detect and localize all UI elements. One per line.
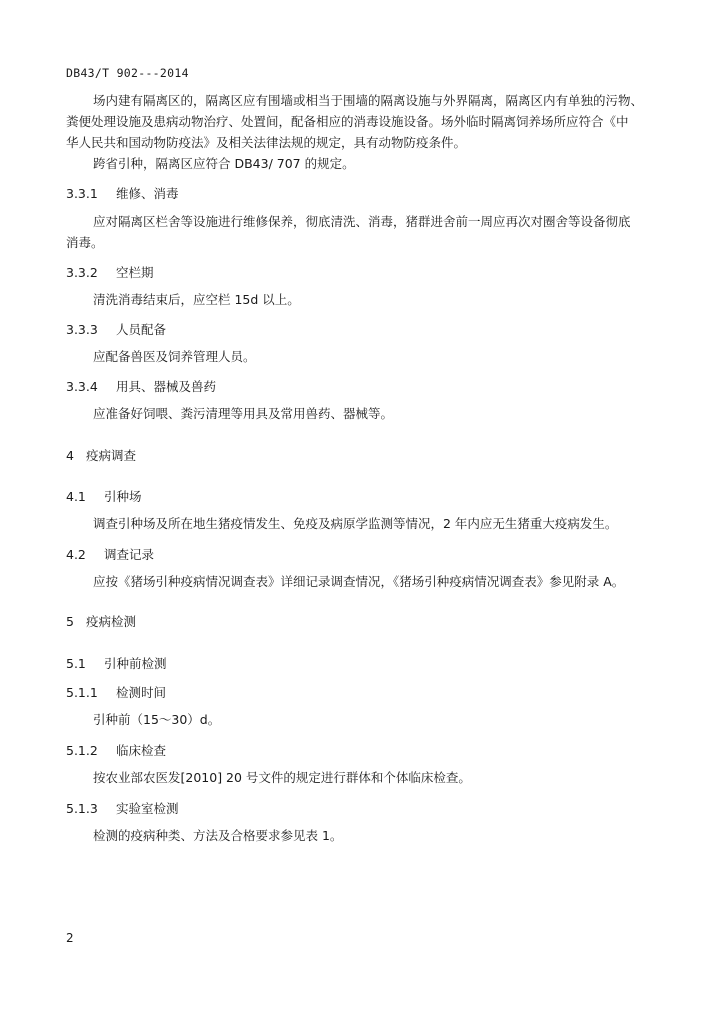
standard-id: DB43/T 902---2014: [66, 66, 189, 80]
section-heading-3-3-2: [66, 263, 154, 281]
section-heading-3-3-1: [66, 184, 179, 202]
section-heading-4-1: [66, 487, 142, 505]
section-title: 维修、消毒: [116, 186, 179, 201]
section-number: 4.2: [66, 547, 86, 562]
page-number: 2: [66, 931, 74, 945]
section-title: 临床检查: [116, 743, 167, 758]
paragraph-line: 检测的疫病种类、方法及合格要求参见表 1。: [93, 828, 343, 843]
section-title: 引种场: [104, 489, 142, 504]
section-title: 调查记录: [104, 547, 155, 562]
section-heading-4: [66, 446, 136, 464]
section-title: 疫病检测: [86, 614, 137, 629]
paragraph-line: 引种前（15～30）d。: [93, 712, 221, 727]
section-title: 空栏期: [116, 265, 154, 280]
section-number: 3.3.4: [66, 379, 98, 394]
section-heading-5: [66, 612, 136, 630]
section-number: 5.1.2: [66, 743, 98, 758]
section-number: 3.3.1: [66, 186, 98, 201]
section-number: 5.1.1: [66, 685, 98, 700]
paragraph-line: 调查引种场及所在地生猪疫情发生、免疫及病原学监测等情况，2 年内应无生猪重大疫病发生。: [93, 516, 618, 531]
paragraph-line: 应配备兽医及饲养管理人员。: [93, 349, 256, 364]
intro-line: 粪便处理设施及患病动物治疗、处置间，配备相应的消毒设施设备。场外临时隔离饲养场所应符合《中: [66, 114, 629, 129]
intro-line: 场内建有隔离区的，隔离区应有围墙或相当于围墙的隔离设施与外界隔离，隔离区内有单独的污物、: [93, 93, 644, 108]
paragraph-line: 应按《猪场引种疫病情况调查表》详细记录调查情况，《猪场引种疫病情况调查表》参见附录 A。: [93, 574, 625, 589]
paragraph-line: 应准备好饲喂、粪污清理等用具及常用兽药、器械等。: [93, 406, 394, 421]
section-heading-5-1-3: [66, 799, 179, 817]
section-heading-4-2: [66, 545, 154, 563]
intro-line: 华人民共和国动物防疫法》及相关法律法规的规定，具有动物防疫条件。: [66, 135, 467, 150]
section-title: 检测时间: [116, 685, 167, 700]
section-heading-5-1-1: [66, 683, 166, 701]
paragraph-line: 按农业部农医发[2010] 20 号文件的规定进行群体和个体临床检查。: [93, 770, 471, 785]
section-title: 人员配备: [116, 322, 167, 337]
section-title: 用具、器械及兽药: [116, 379, 217, 394]
section-number: 5: [66, 614, 74, 629]
section-heading-3-3-3: [66, 320, 166, 338]
section-number: 4.1: [66, 489, 86, 504]
section-heading-5-1: [66, 654, 167, 672]
section-title: 疫病调查: [86, 448, 137, 463]
section-number: 4: [66, 448, 74, 463]
section-number: 3.3.2: [66, 265, 98, 280]
paragraph-line: 清洗消毒结束后，应空栏 15d 以上。: [93, 292, 300, 307]
paragraph-line: 消毒。: [66, 235, 104, 250]
section-title: 实验室检测: [116, 801, 179, 816]
section-number: 5.1.3: [66, 801, 98, 816]
section-number: 5.1: [66, 656, 86, 671]
intro-line: 跨省引种，隔离区应符合 DB43/ 707 的规定。: [93, 156, 355, 171]
section-heading-3-3-4: [66, 377, 216, 395]
paragraph-line: 应对隔离区栏舍等设施进行维修保养，彻底清洗、消毒，猪群进舍前一周应再次对圈舍等设备彻底: [93, 214, 631, 229]
section-heading-5-1-2: [66, 741, 166, 759]
section-number: 3.3.3: [66, 322, 98, 337]
section-title: 引种前检测: [104, 656, 167, 671]
